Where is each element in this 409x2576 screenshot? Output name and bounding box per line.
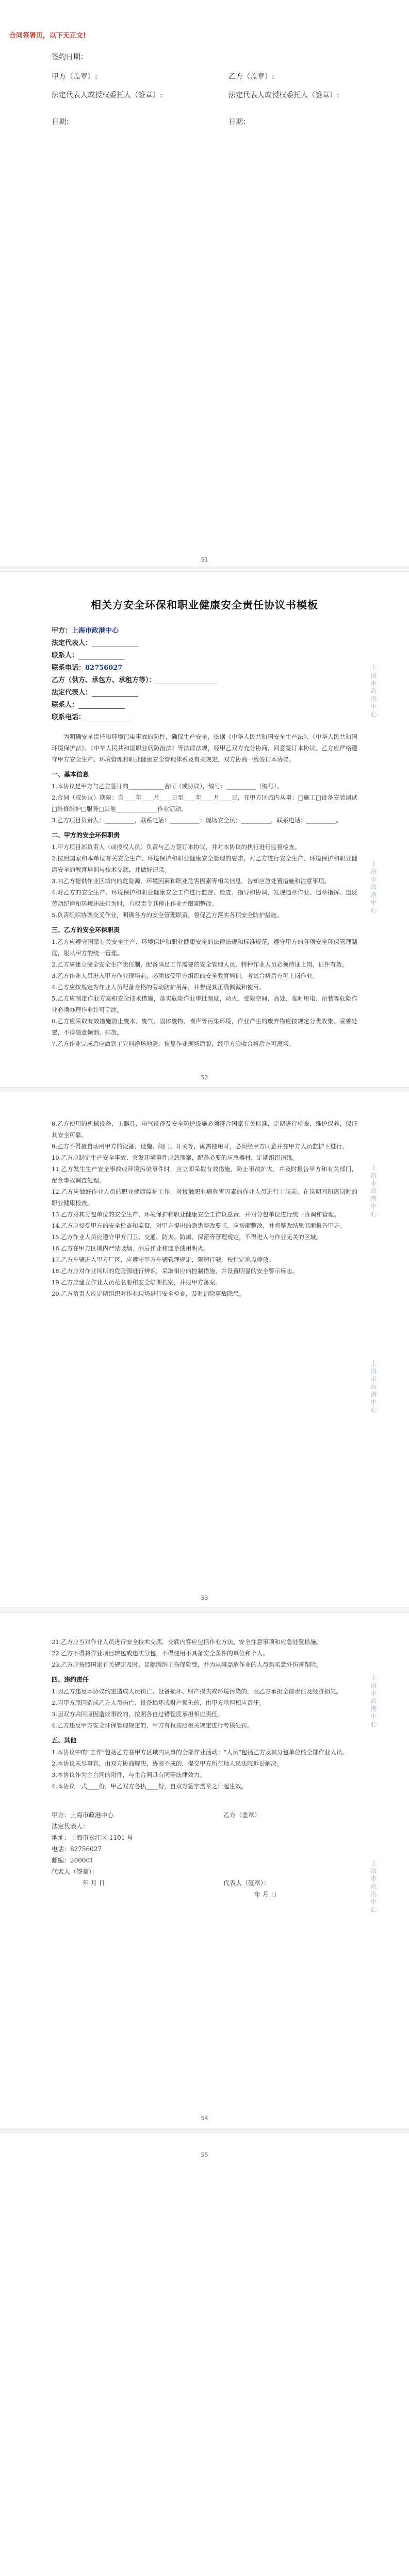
- clause: 2.乙方应建立健全安全生产责任制，配备满足工作需要的安全管理人员，特种作业人员必须持证上岗，证件有效。: [52, 961, 348, 968]
- footer-party-b-label: 乙方（盖章）: [223, 1811, 261, 1819]
- clause: 18.乙方应对作业场所的危险源进行辨识，采取相应的控制措施，并设置明显的安全警示标志。: [52, 1267, 299, 1275]
- clause: 15.乙方作业人员应遵守甲方门卫、交通、防火、防爆、保密等管理规定，不得进入与作业无关的区域。: [52, 1233, 322, 1241]
- footer-party-a-value: 上海市政港中心: [70, 1811, 114, 1819]
- watermark: 上海市政港中心: [370, 1674, 377, 1728]
- watermark: 上海市政港中心: [370, 665, 377, 719]
- clause: 19.乙方应建立作业人员花名册和安全培训档案，并报甲方备案。: [52, 1279, 221, 1286]
- page-number: 54: [201, 2115, 208, 2122]
- page-2: [0, 572, 409, 1087]
- clause: 20.乙方负责人应定期组织对作业现场进行安全检查，及时消除事故隐患。: [52, 1290, 245, 1297]
- clause: 22.乙方不得将作业项目转包或违法分包，不得使用不具备安全条件的单位和个人。: [52, 1650, 269, 1657]
- footer-rep-a: 法定代表人：: [52, 1823, 89, 1830]
- page-separator: [0, 2128, 409, 2133]
- clause: 3.因双方共同原因造成事故的，按照各自过错程度承担相应责任。: [52, 1710, 223, 1718]
- clause: 2.按照国家和本单位有关安全生产、环境保护和职业健康安全管理的要求，对乙方进行安全生产、环境保护和职业健康安全的教育培训与技术交底，并做好记录。: [52, 855, 357, 873]
- clause: 10.乙方应制定生产安全事故、突发环境事件应急预案，配备必要的应急器材，定期组织演练。: [52, 1154, 299, 1161]
- clause: 2.本协议未尽事宜，由双方协商解决，协商不成的，提交甲方所在地人民法院诉讼解决。: [52, 1760, 283, 1767]
- watermark: 上海市政港中心: [370, 1164, 377, 1218]
- party-a-seal-label: 甲方（盖章）:: [52, 73, 97, 81]
- clause: 23.乙方应按照国家有关规定及时、足额缴纳工伤保险费，并为从事高危作业的人员购买意外伤害保险。: [52, 1661, 322, 1668]
- legal-rep-a-label: 法定代表人或授权委托人（签章）:: [52, 91, 162, 99]
- clause: 4.本协议一式____份，甲乙双方各执____份，自双方签字盖章之日起生效。: [52, 1783, 247, 1790]
- clause: 3.向乙方提供作业区域内的危险源、环境因素和职业危害因素等相关信息，告知应急处置措施和注意事项。: [52, 877, 330, 885]
- footer-address: 地址：上海市松江区 1101 号: [52, 1834, 134, 1841]
- party-b-seal-label: 乙方（盖章）:: [228, 73, 274, 81]
- footer-signature-block: [52, 1809, 357, 1900]
- page-1: [0, 0, 409, 567]
- clause: 5.乙方应制定作业方案和安全技术措施，落实危险作业审批制度，动火、受限空间、高处、临时用电、吊装等危险作业必须办理作业许可手续。: [52, 995, 357, 1013]
- document-title: 相关方安全环保和职业健康安全责任协议书模板: [91, 599, 318, 611]
- clause: 14.乙方应接受甲方的安全检查和监督，对甲方提出的隐患整改要求，应按期整改，并将整改结果书面报告甲方。: [52, 1222, 346, 1229]
- legal-rep-field: 法定代表人：: [52, 637, 357, 650]
- clause: 9.乙方不得擅自动用甲方的设备、设施、阀门、开关等，确需使用时，必须经甲方同意并在甲方人员监护下进行。: [52, 1143, 348, 1150]
- clause: 11.乙方发生生产安全事故或环境污染事件时，应立即采取有效措施，防止事故扩大，并及时报告甲方和有关部门，配合事故调查处理。: [52, 1165, 357, 1184]
- clause: 4.乙方违反甲方安全环保管理规定的，甲方有权按照相关规定进行考核处罚。: [52, 1722, 253, 1729]
- section-heading: 二、甲方的安全环保职责: [52, 832, 120, 839]
- phone-field: 联系电话：82756027: [52, 664, 123, 672]
- section-heading: 三、乙方的安全环保职责: [52, 926, 120, 934]
- clause: 16.乙方在甲方区域内严禁吸烟、酒后作业和违章使用明火。: [52, 1245, 209, 1252]
- footer-party-b: [223, 1809, 357, 1900]
- clause: 4.乙方应按规定为作业人员配备合格的劳动防护用品，并督促其正确佩戴和使用。: [52, 984, 265, 991]
- footer-rep-b: 代表人（签章）：: [223, 1879, 270, 1887]
- legal-rep-b-field: 法定代表人：: [52, 687, 357, 699]
- section-heading: 五、其他: [52, 1737, 77, 1744]
- section-heading: 四、违约责任: [52, 1676, 89, 1683]
- clause: 8.乙方使用的机械设备、工器具、电气设备及安全防护设施必须符合国家有关标准，定期进行检查、维护保养，保证其安全可靠。: [52, 1120, 357, 1139]
- signature-notice: 合同签署页，以下无正文!: [9, 32, 86, 40]
- clause: 6.乙方应采取有效措施防止废水、废气、固体废物、噪声等污染环境，作业产生的废弃物应按规定分类收集、妥善处置，不得随意倾倒、排放。: [52, 1018, 357, 1036]
- page-separator: [0, 1087, 409, 1092]
- page-5: [0, 2133, 409, 2169]
- clause: 2.因甲方原因造成乙方人员伤亡、设备损坏或财产损失的，由甲方承担相应责任。: [52, 1699, 265, 1706]
- intro-paragraph: 为明确安全责任和环境污染事故的防控，确保生产安全，依据《中华人民共和国安全生产法》、《中华人民共和国环境保护法》、《中华人民共和国职业病防治法》等法律法规，经甲乙双方充分协商，同意签订本协议。乙方应严格遵守甲方安全生产、环境管理和职业健康安全管理体系及有关规定，双方协商一致签订本协议。: [52, 733, 357, 763]
- date-a-label: 日期：: [52, 118, 73, 126]
- page-number: 53: [201, 1595, 208, 1601]
- legal-rep-b-label: 法定代表人或授权委托人（签章）:: [228, 91, 339, 99]
- clause: 3.乙方作业人员进入甲方作业现场前，必须接受甲方组织的安全教育培训，考试合格后方可上岗作业。: [52, 972, 318, 979]
- clause: 1.本协议中的“工作”包括乙方在甲方区域内从事的全部作业活动；“人员”包括乙方及其分包单位的全部作业人员。: [52, 1749, 348, 1756]
- page-separator: [0, 567, 409, 572]
- clause: 3.乙方项目负责人：__________，联系电话：__________；现场安全员：__________，联系电话：__________。: [52, 817, 342, 824]
- clause: 7.乙方作业完成后应做到工完料净场地清，恢复作业现场原貌，经甲方验收合格后方可离场。: [52, 1040, 295, 1047]
- watermark: 上海市政港中心: [370, 1360, 377, 1414]
- footer-party-a: 甲方：上海市政港中心 法定代表人： 地址：上海市松江区 1101 号 电话：82756027 邮编：200001 代表人（签章）： 年 月 日: [52, 1809, 196, 1900]
- party-a-field: 甲方：上海市政港中心: [52, 627, 119, 635]
- clause: 17.乙方车辆进入甲方厂区，应遵守甲方车辆管理规定，限速行驶，按指定地点停放。: [52, 1256, 275, 1263]
- footer-postcode: 邮编：200001: [52, 1857, 94, 1864]
- footer-date-b: 年 月 日: [254, 1891, 277, 1898]
- footer-date-a: 年 月 日: [83, 1879, 105, 1887]
- page-4: [0, 1613, 409, 2128]
- party-a-value: 上海市政港中心: [72, 627, 119, 635]
- page-3: [0, 1092, 409, 1607]
- clause: 3.本协议作为主合同的附件，与主合同具有同等法律效力。: [52, 1771, 206, 1778]
- clause: 12.乙方应做好作业人员的职业健康监护工作，对接触职业病危害因素的作业人员进行上岗前、在岗期间和离岗时的职业健康检查。: [52, 1188, 357, 1207]
- clause: 1.本协议是甲方与乙方签订的____________合同（或协议），编号：__________（编号）。: [52, 783, 283, 790]
- section-heading: 一、基本信息: [52, 771, 89, 778]
- page-number: 52: [201, 1074, 208, 1081]
- contact-b-field: 联系人：: [52, 699, 357, 711]
- signing-date-label: 签约日期：: [52, 53, 88, 61]
- clause: 21.乙方应当对作业人员进行安全技术交底，交底内容应包括作业方法、安全注意事项和应急处置措施。: [52, 1638, 322, 1646]
- clause: 1.因乙方违反本协议约定造成人员伤亡、设备损坏、财产损失或环境污染的，由乙方承担全部责任及经济损失。: [52, 1688, 342, 1695]
- phone-b-field: 联系电话：: [52, 711, 357, 724]
- date-b-label: 日期：: [228, 118, 250, 126]
- page-separator: [0, 1607, 409, 1613]
- page-number: 51: [201, 556, 208, 563]
- watermark: 上海市政港中心: [370, 1860, 377, 1914]
- clause: 1.乙方应遵守国家有关安全生产、环境保护和职业健康安全的法律法规和标准规范，遵守甲方的各项安全环保管理制度，服从甲方的统一管理。: [52, 938, 357, 957]
- clause: 4.对乙方的安全生产、环境保护和职业健康安全工作进行监督、检查、指导和协调，发现违章作业、违章指挥、违反劳动纪律和环境违法行为时，有权责令其停止作业并限期整改。: [52, 889, 357, 907]
- page-number: 55: [201, 2151, 208, 2158]
- clause: 5.负责组织协调交叉作业，明确各方的安全管理职责，督促乙方落实各项安全防护措施。: [52, 911, 283, 919]
- clause: 13.乙方对其分包单位的安全生产、环境保护和职业健康安全工作负总责，并对分包单位进行统一协调和管理。: [52, 1211, 340, 1218]
- party-b-field: 乙方（供方、承包方、承租方等）：: [52, 674, 357, 687]
- contact-field: 联系人：: [52, 650, 357, 662]
- phone-value: 82756027: [85, 664, 123, 672]
- footer-phone: 电话：82756027: [52, 1845, 102, 1853]
- clause: 1.甲方项目部负责人（或授权人员）负责与乙方签订本协议，并对本协议的执行进行监督检查。: [52, 843, 301, 851]
- footer-signrep-a: 代表人（签章）：: [52, 1868, 99, 1875]
- watermark: 上海市政港中心: [370, 860, 377, 914]
- signature-block: [0, 0, 409, 130]
- clause: 2.合同（或协议）期限：自____年____月____日至____年____月____日，在甲方区域内从事：□施工□设备安装调试□维修维护□服务□其他______________作业活动。: [52, 794, 357, 812]
